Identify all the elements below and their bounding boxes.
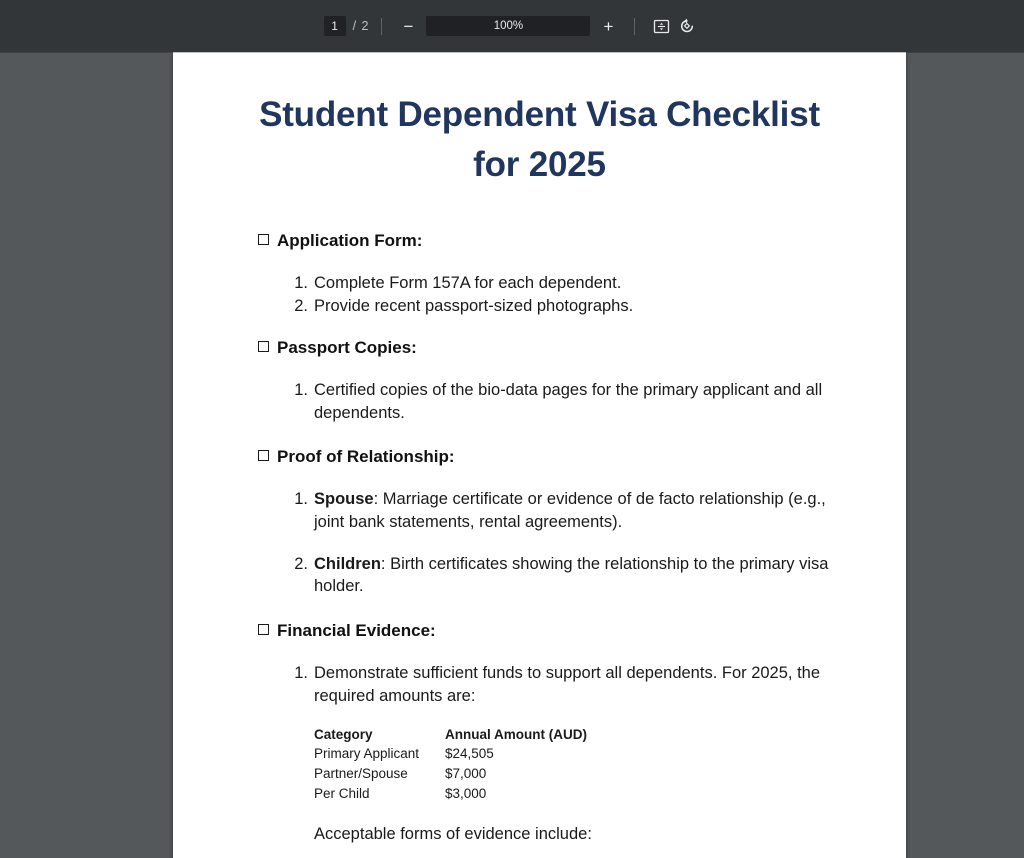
rotate-icon [678,17,696,35]
list-item-text: : Birth certificates showing the relationship to the primary visa holder. [314,554,829,596]
list-item-term: Spouse [314,490,374,509]
section-heading-label: Passport Copies: [277,337,417,357]
list-item-term: Children [314,554,381,573]
section-heading-proof-of-relationship [245,447,834,467]
table-cell-amount: $24,505 [445,746,494,761]
table-cell-category: Primary Applicant [314,746,420,761]
acceptable-evidence-paragraph: Acceptable forms of evidence include: [314,825,592,844]
document-title: Student Dependent Visa Checklist for 2025 [259,95,820,185]
section-heading-label: Proof of Relationship: [277,446,455,466]
toolbar-divider-2 [634,18,635,35]
list-proof-of-relationship [245,488,834,598]
section-heading-label: Financial Evidence: [277,621,436,641]
list-item [314,295,834,318]
table-header-cell: Annual Amount (AUD) [445,727,587,742]
section-heading-financial-evidence [245,621,834,641]
table-cell-amount: $7,000 [445,765,487,781]
checkbox-icon[interactable] [258,624,269,635]
page-separator: / [352,19,357,33]
table-header-row [314,727,645,744]
minus-icon: − [403,16,414,36]
list-application-form [245,272,834,318]
plus-icon: + [603,16,614,36]
list-item-text: : Marriage certificate or evidence of de facto relationship (e.g., joint bank statements, rental agreements). [314,490,826,531]
list-item-text: Certified copies of the bio-data pages for the primary applicant and all dependents. [314,381,823,422]
section-heading-passport-copies [245,338,834,358]
zoom-level-input[interactable] [426,16,590,36]
table-cell-category: Partner/Spouse [314,765,408,781]
view-tools-group [648,13,700,39]
list-item [314,662,834,708]
section-heading-label: Application Form: [277,230,423,250]
checkbox-icon[interactable] [258,341,269,352]
page-number-input[interactable] [324,16,346,36]
page-count-label: 2 [361,19,369,33]
list-financial-evidence [245,662,834,708]
fit-to-page-button[interactable] [648,13,674,39]
section-heading-application-form [245,231,834,251]
checkbox-icon[interactable] [258,234,269,245]
pdf-viewer-toolbar [0,0,1024,52]
table-cell-category: Per Child [314,785,370,801]
financial-amounts-table [314,727,645,803]
list-item [314,488,834,534]
list-item-text: Complete Form 157A for each dependent. [314,274,622,293]
list-item-text: Provide recent passport-sized photographs. [314,296,634,315]
toolbar-divider-1 [381,18,382,35]
table-row [314,764,645,784]
rotate-button[interactable] [674,13,700,39]
list-item [314,272,834,295]
table-row [314,784,645,804]
table-row [314,744,645,764]
table-cell-amount: $3,000 [445,785,487,801]
zoom-in-button[interactable] [595,13,621,39]
list-item-text: Demonstrate sufficient funds to support all dependents. For 2025, the required amounts are: [314,664,821,706]
zoom-out-button[interactable] [395,13,421,39]
list-item [314,553,834,599]
page-navigation-group [324,16,369,36]
table-header-cell: Category [314,727,373,742]
list-passport-copies [245,379,834,425]
pdf-page-1 [173,52,906,858]
pdf-viewer-area[interactable] [0,52,1024,858]
list-item [314,379,834,425]
zoom-controls-group [395,13,621,39]
checkbox-icon[interactable] [258,450,269,461]
fit-to-page-icon [653,18,670,35]
